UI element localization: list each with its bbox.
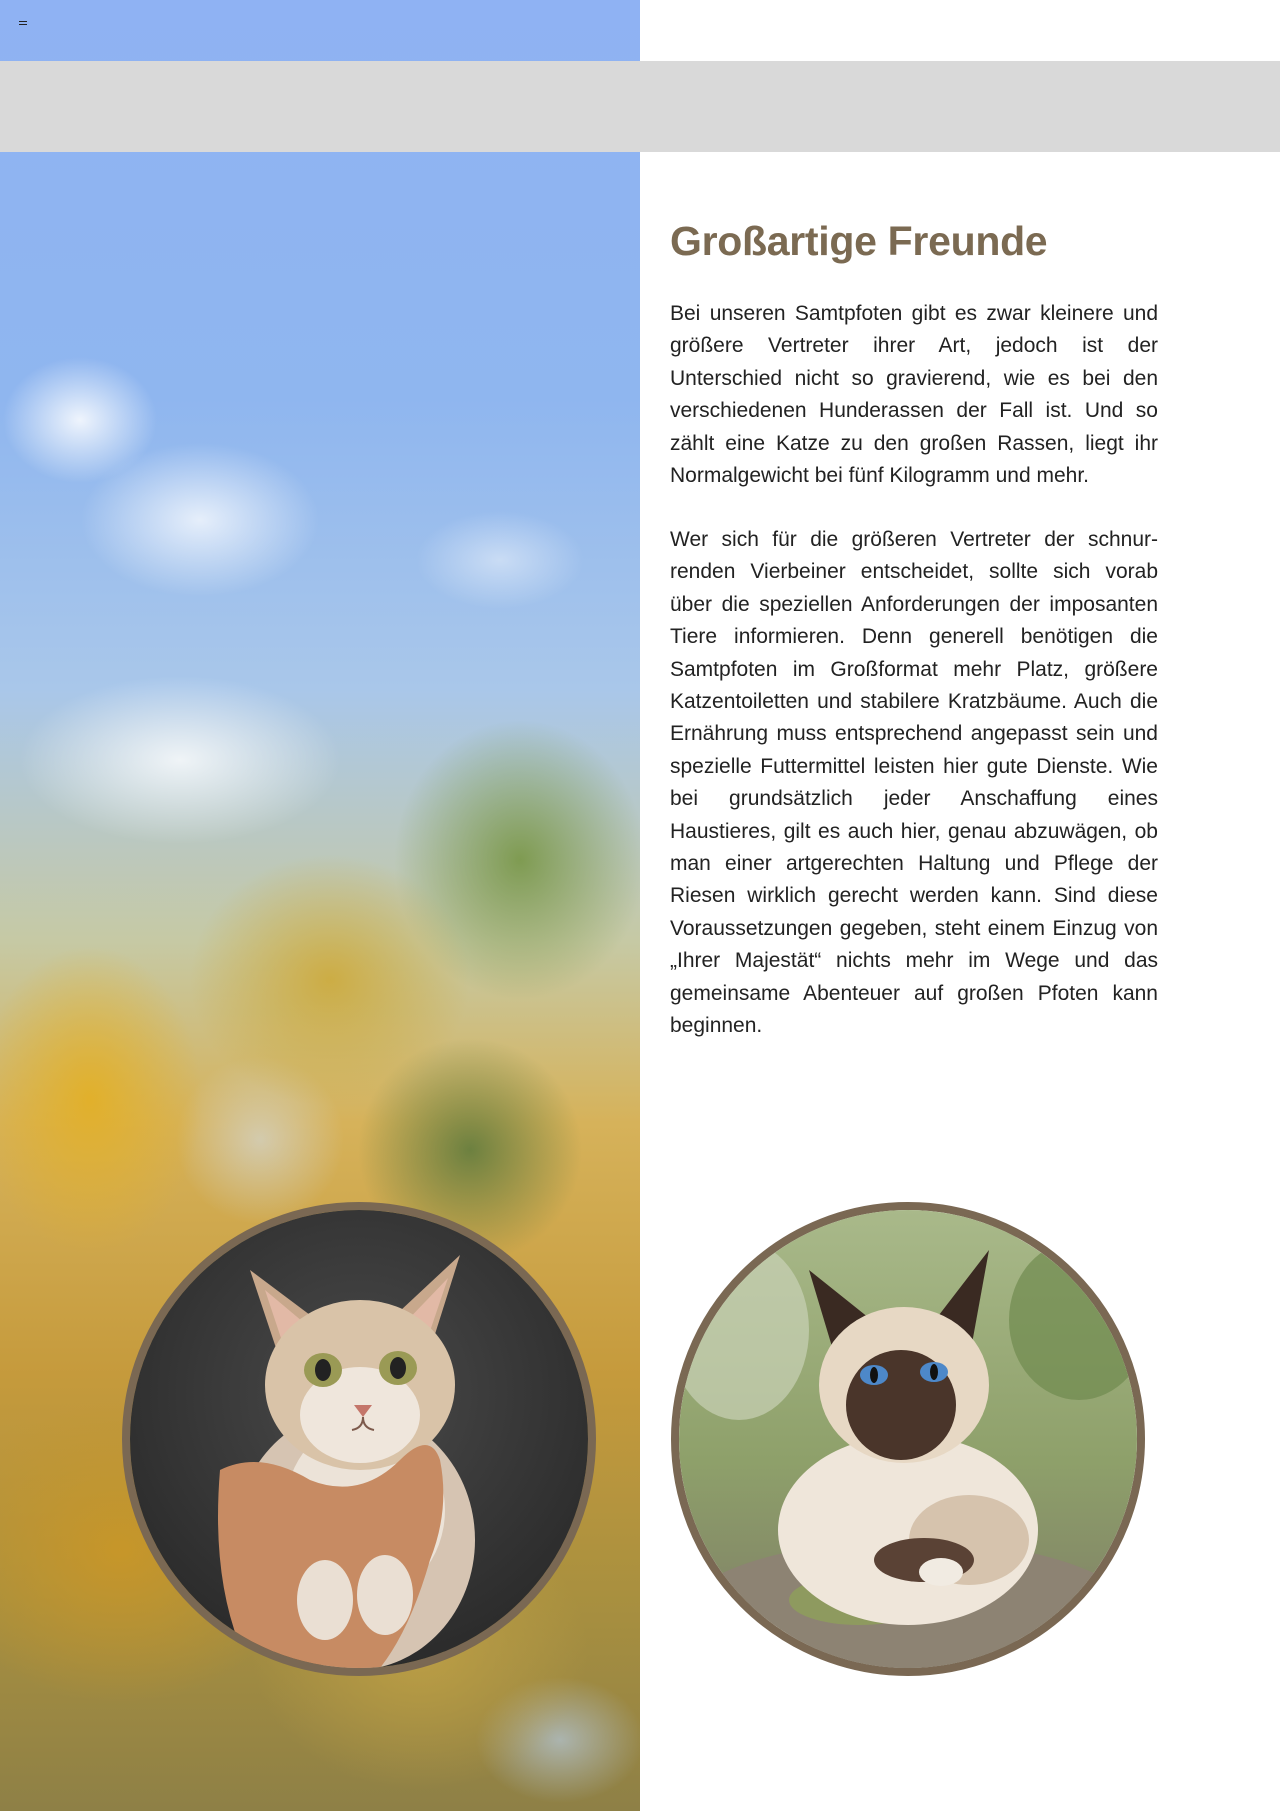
article-paragraph-1: Bei unseren Samtpfoten gibt es zwar kleinere und größere Vertreter ihrer Art, jedoch ist der Unterschied nicht so gravierend, wie es bei den verschiedenen Hunderassen der Fall ist. Und so zählt eine Katze zu den großen Rassen, liegt ihr Normalgewicht bei fünf Kilogramm und mehr. [670,302,1158,488]
kitten-photo [122,1202,596,1676]
kitten-illustration [130,1210,588,1668]
article-title: Großartige Freunde [670,218,1048,264]
article-paragraph-2: Wer sich für die größeren Vertreter der schnurrenden Vierbeiner entscheidet, sollte sich vorab über die speziellen Anforderungen der imposanten Tiere informieren. Denn generell benötigen die Samtpfoten im Großformat mehr Platz, größere Katzentoiletten und stabilere Kratzbäume. Auch die Ernährung muss entsprechend angepasst sein und spezielle Futtermittel leisten hier gute Dienste. Wie bei grundsätzlich jeder Anschaffung eines Haustieres, gilt es auch hier, genau abzuwägen, ob man einer artgerechten Haltung und Pflege der Riesen wirklich gerecht werden kann. Sind diese Voraussetzungen gegeben, steht einem Einzug von „Ihrer Majestät“ nichts mehr im Wege und das gemeinsame Abenteuer auf großen Pfoten kann beginnen. [670,528,1158,1038]
siamese-cat-photo [671,1202,1145,1676]
menu-icon[interactable] [19,21,27,26]
header-band [0,61,1280,152]
siamese-cat-illustration [679,1210,1137,1668]
